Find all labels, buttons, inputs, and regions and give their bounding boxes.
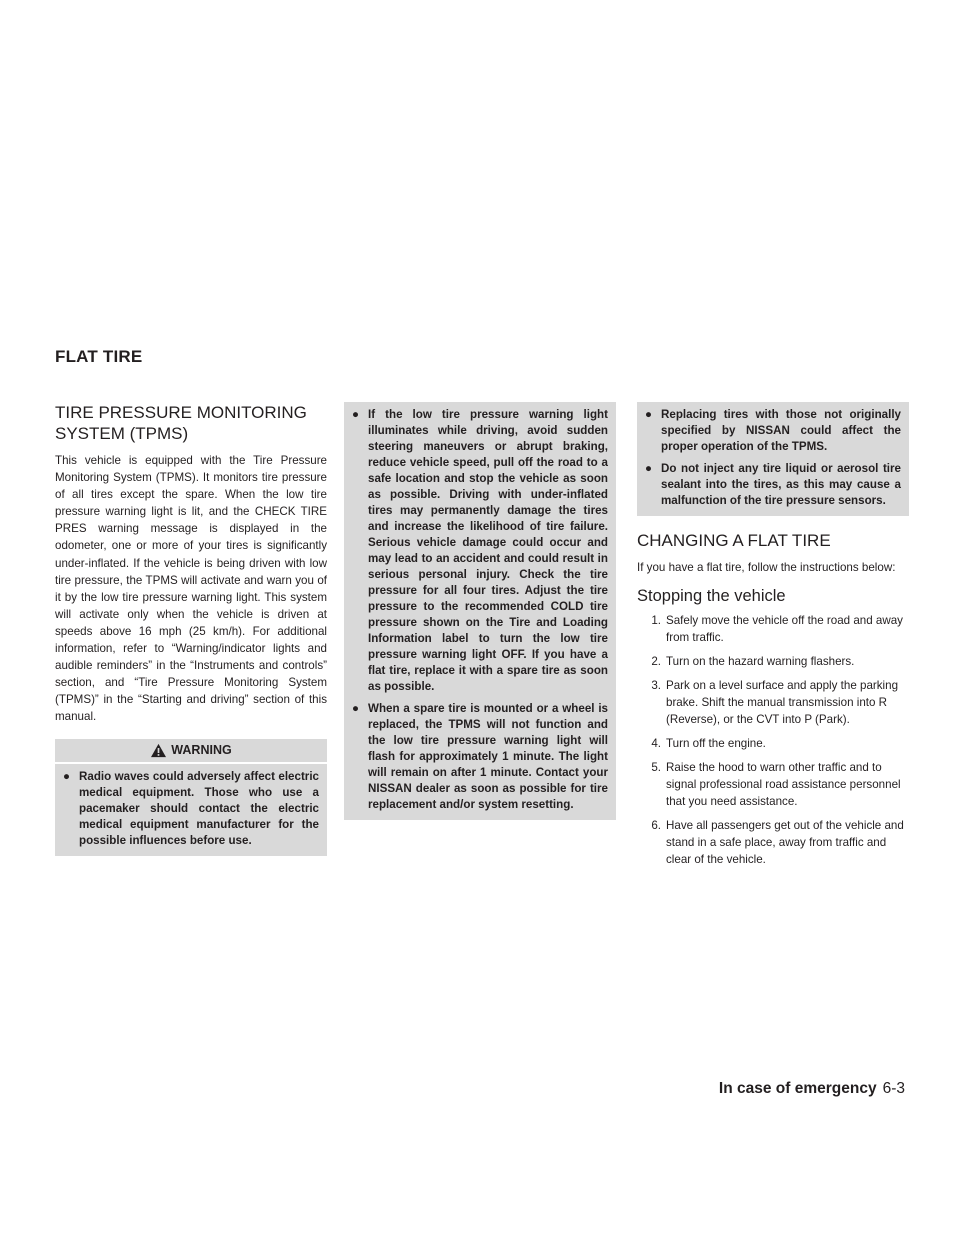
column-right: [637, 402, 909, 875]
column-middle: [344, 402, 616, 820]
warning-item-text: When a spare tire is mounted or a wheel is replaced, the TPMS will not function and the low tire pressure warning light will flash for approximately 1 minute. The light will remain on after 1 minute. Contact your NISSAN dealer as soon as possible for tire replacement and/or system resetting.: [368, 702, 608, 811]
page-number: 6-3: [882, 1080, 905, 1097]
step-text: Park on a level surface and apply the parking brake. Shift the manual transmission into R (Reverse), or the CVT into P (Park).: [666, 679, 899, 727]
step-number: 1.: [651, 614, 661, 628]
step-number: 6.: [651, 819, 661, 833]
bullet-icon: ●: [63, 769, 71, 783]
warning-item-text: If the low tire pressure warning light illuminates while driving, avoid sudden steering maneuvers or abrupt braking, reduce vehicle speed, pull off the road to a safe location and stop the vehicle as soon as possible. Driving with under-inflated tires may permanently damage the tires and increase the likelihood of tire failure. Serious vehicle damage could occur and may lead to an accident and could result in serious personal injury. Check the tire pressure for all four tires. Adjust the tire pressure to the recommended COLD tire pressure shown on the Tire and Loading Information label to turn the low tire pressure warning light OFF. If you have a flat tire, replace it with a spare tire as soon as possible.: [368, 408, 608, 693]
warning-triangle-icon: [150, 743, 167, 758]
changing-intro: If you have a flat tire, follow the instructions below:: [637, 561, 896, 574]
warning-label: WARNING: [171, 743, 232, 757]
warning-item: [63, 769, 319, 849]
stopping-subheading: Stopping the vehicle: [637, 587, 786, 606]
warning-box-right: [637, 402, 909, 516]
warning-box-left: [55, 764, 327, 856]
list-item: [637, 759, 909, 810]
step-number: 2.: [651, 655, 661, 669]
page-footer: [719, 1080, 905, 1098]
step-number: 5.: [651, 761, 661, 775]
warning-item-text: Radio waves could adversely affect electric medical equipment. Those who use a pacemaker should contact the electric medical equipment manufacturer for the possible influences before use.: [79, 769, 319, 847]
step-text: Raise the hood to warn other traffic and to signal professional road assistance personnel that you need assistance.: [666, 761, 901, 809]
tpms-heading: TIRE PRESSURE MONITORING SYSTEM (TPMS): [55, 403, 307, 443]
list-item: [637, 735, 909, 752]
changing-heading: CHANGING A FLAT TIRE: [637, 531, 831, 550]
column-left: [55, 402, 327, 856]
bullet-icon: ●: [352, 702, 360, 715]
warning-item: [352, 701, 608, 813]
bullet-icon: ●: [645, 408, 653, 421]
list-item: [637, 817, 909, 868]
list-item: [637, 612, 909, 646]
list-item: [637, 677, 909, 728]
warning-header: [55, 739, 327, 762]
footer-section: In case of emergency: [718, 1080, 877, 1097]
step-text: Have all passengers get out of the vehicle and stand in a safe place, away from traffic and clear of the vehicle.: [666, 819, 904, 867]
warning-box-middle: [344, 402, 616, 820]
section-title: FLAT TIRE: [55, 347, 143, 366]
step-number: 4.: [651, 737, 661, 751]
step-text: Safely move the vehicle off the road and away from traffic.: [666, 614, 903, 645]
tpms-paragraph: This vehicle is equipped with the Tire Pressure Monitoring System (TPMS). It monitors tire pressure of all tires except the spare. When the low tire pressure warning light is lit, and the CHECK TIRE PRES warning message is displayed in the odometer, one or more of your tires is significantly under-inflated. If the vehicle is being driven with low tire pressure, the TPMS will activate and warn you of it by the low tire pressure warning light. This system will activate only when the vehicle is driven at speeds above 16 mph (25 km/h). For additional information, refer to “Warning/indicator lights and audible reminders” in the “Instruments and controls” section, and “Tire Pressure Monitoring System (TPMS)” in the “Starting and driving” section of this manual.: [55, 454, 327, 724]
warning-item: [352, 407, 608, 695]
warning-item-text: Do not inject any tire liquid or aerosol tire sealant into the tires, as this may cause a malfunction of the tire pressure sensors.: [661, 462, 901, 507]
step-number: 3.: [651, 679, 661, 693]
step-text: Turn on the hazard warning flashers.: [666, 655, 855, 669]
steps-list: [637, 612, 909, 868]
bullet-icon: ●: [645, 462, 653, 475]
list-item: [637, 653, 909, 670]
warning-item: [645, 407, 901, 455]
warning-item-text: Replacing tires with those not originally specified by NISSAN could affect the proper operation of the TPMS.: [661, 408, 901, 453]
warning-item: [645, 461, 901, 509]
step-text: Turn off the engine.: [666, 737, 766, 751]
bullet-icon: ●: [352, 408, 360, 421]
